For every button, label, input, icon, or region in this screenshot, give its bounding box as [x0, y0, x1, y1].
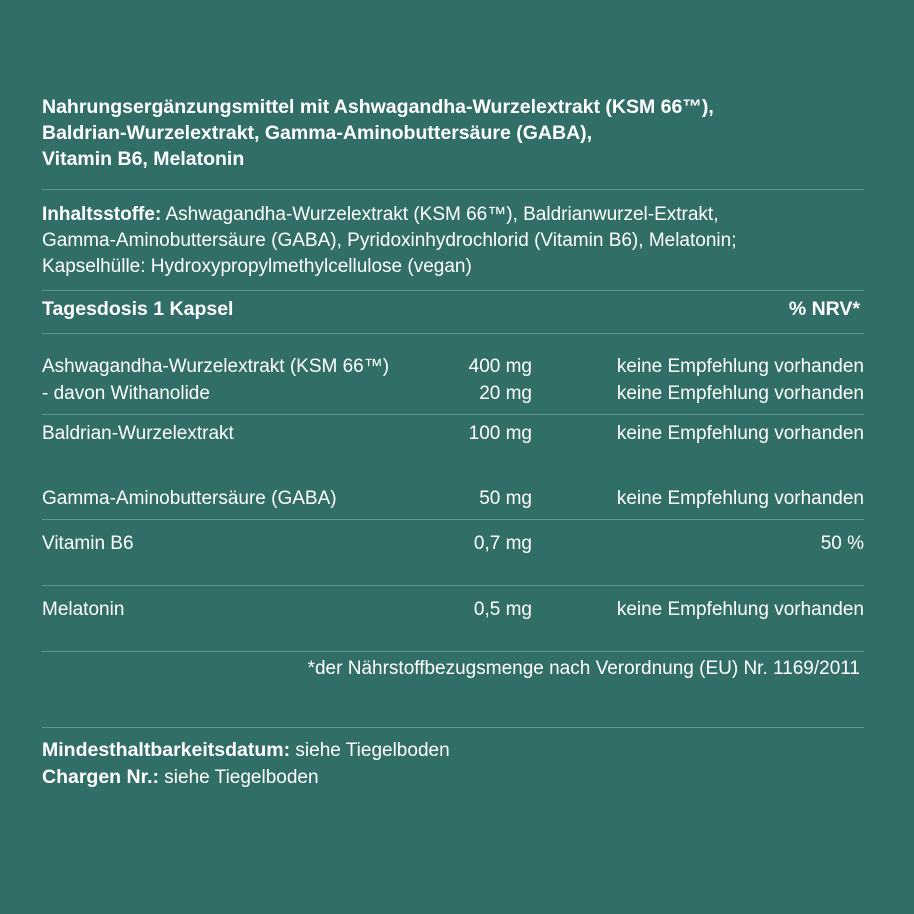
product-title-line: Baldrian-Wurzelextrakt, Gamma-Aminobuttersäure (GABA), — [42, 122, 593, 144]
nutrient-name: - davon Withanolide — [42, 383, 210, 404]
table-row — [42, 485, 864, 513]
divider — [42, 189, 864, 190]
table-row — [42, 596, 864, 624]
product-title — [42, 94, 864, 172]
batch-number-label: Chargen Nr.: — [42, 766, 160, 788]
nutrient-amount: 0,5 mg — [473, 599, 532, 620]
nutrient-nrv: keine Empfehlung vorhanden — [616, 599, 864, 620]
table-header — [42, 296, 864, 322]
divider — [42, 727, 864, 728]
divider — [42, 519, 864, 520]
nutrient-amount: 20 mg — [479, 383, 532, 404]
best-before-value: siehe Tiegelboden — [290, 740, 450, 761]
table-row — [42, 353, 864, 381]
batch-info — [42, 737, 450, 791]
nutrient-nrv: keine Empfehlung vorhanden — [616, 383, 864, 404]
divider — [42, 585, 864, 586]
nrv-header: % NRV* — [788, 298, 860, 320]
nutrient-name: Melatonin — [42, 599, 125, 620]
nutrient-amount: 100 mg — [468, 423, 532, 444]
nutrient-nrv: 50 % — [820, 533, 864, 554]
nutrient-name: Vitamin B6 — [42, 533, 134, 554]
nutrient-nrv: keine Empfehlung vorhanden — [616, 356, 864, 377]
nrv-footnote: *der Nährstoffbezugsmenge nach Verordnung (EU) Nr. 1169/2011 — [307, 658, 860, 679]
nutrient-nrv: keine Empfehlung vorhanden — [616, 488, 864, 509]
divider — [42, 333, 864, 334]
table-row — [42, 530, 864, 558]
nutrient-amount: 0,7 mg — [473, 533, 532, 554]
nutrient-name: Gamma-Aminobuttersäure (GABA) — [42, 488, 337, 509]
ingredients-text: Gamma-Aminobuttersäure (GABA), Pyridoxinhydrochlorid (Vitamin B6), Melatonin; — [42, 230, 737, 251]
nutrient-name: Ashwagandha-Wurzelextrakt (KSM 66™) — [42, 356, 390, 377]
ingredients-label: Inhaltsstoffe: — [42, 204, 162, 225]
table-row — [42, 420, 864, 448]
batch-number-value: siehe Tiegelboden — [159, 767, 319, 788]
nutrient-nrv: keine Empfehlung vorhanden — [616, 423, 864, 444]
daily-dose-header: Tagesdosis 1 Kapsel — [42, 298, 234, 320]
nutrient-amount: 50 mg — [479, 488, 532, 509]
ingredients-section — [42, 202, 864, 280]
ingredients-text: Ashwagandha-Wurzelextrakt (KSM 66™), Baldrianwurzel-Extrakt, — [161, 204, 719, 225]
divider — [42, 290, 864, 291]
label-page — [42, 0, 864, 914]
table-row — [42, 380, 864, 408]
nutrient-name: Baldrian-Wurzelextrakt — [42, 423, 234, 444]
divider — [42, 651, 864, 652]
divider — [42, 414, 864, 415]
best-before-label: Mindesthaltbarkeitsdatum: — [42, 739, 291, 761]
product-title-line: Nahrungsergänzungsmittel mit Ashwagandha-Wurzelextrakt (KSM 66™), — [42, 96, 714, 118]
product-title-line: Vitamin B6, Melatonin — [42, 148, 245, 170]
nutrient-amount: 400 mg — [468, 356, 532, 377]
ingredients-text: Kapselhülle: Hydroxypropylmethylcellulose (vegan) — [42, 256, 472, 277]
